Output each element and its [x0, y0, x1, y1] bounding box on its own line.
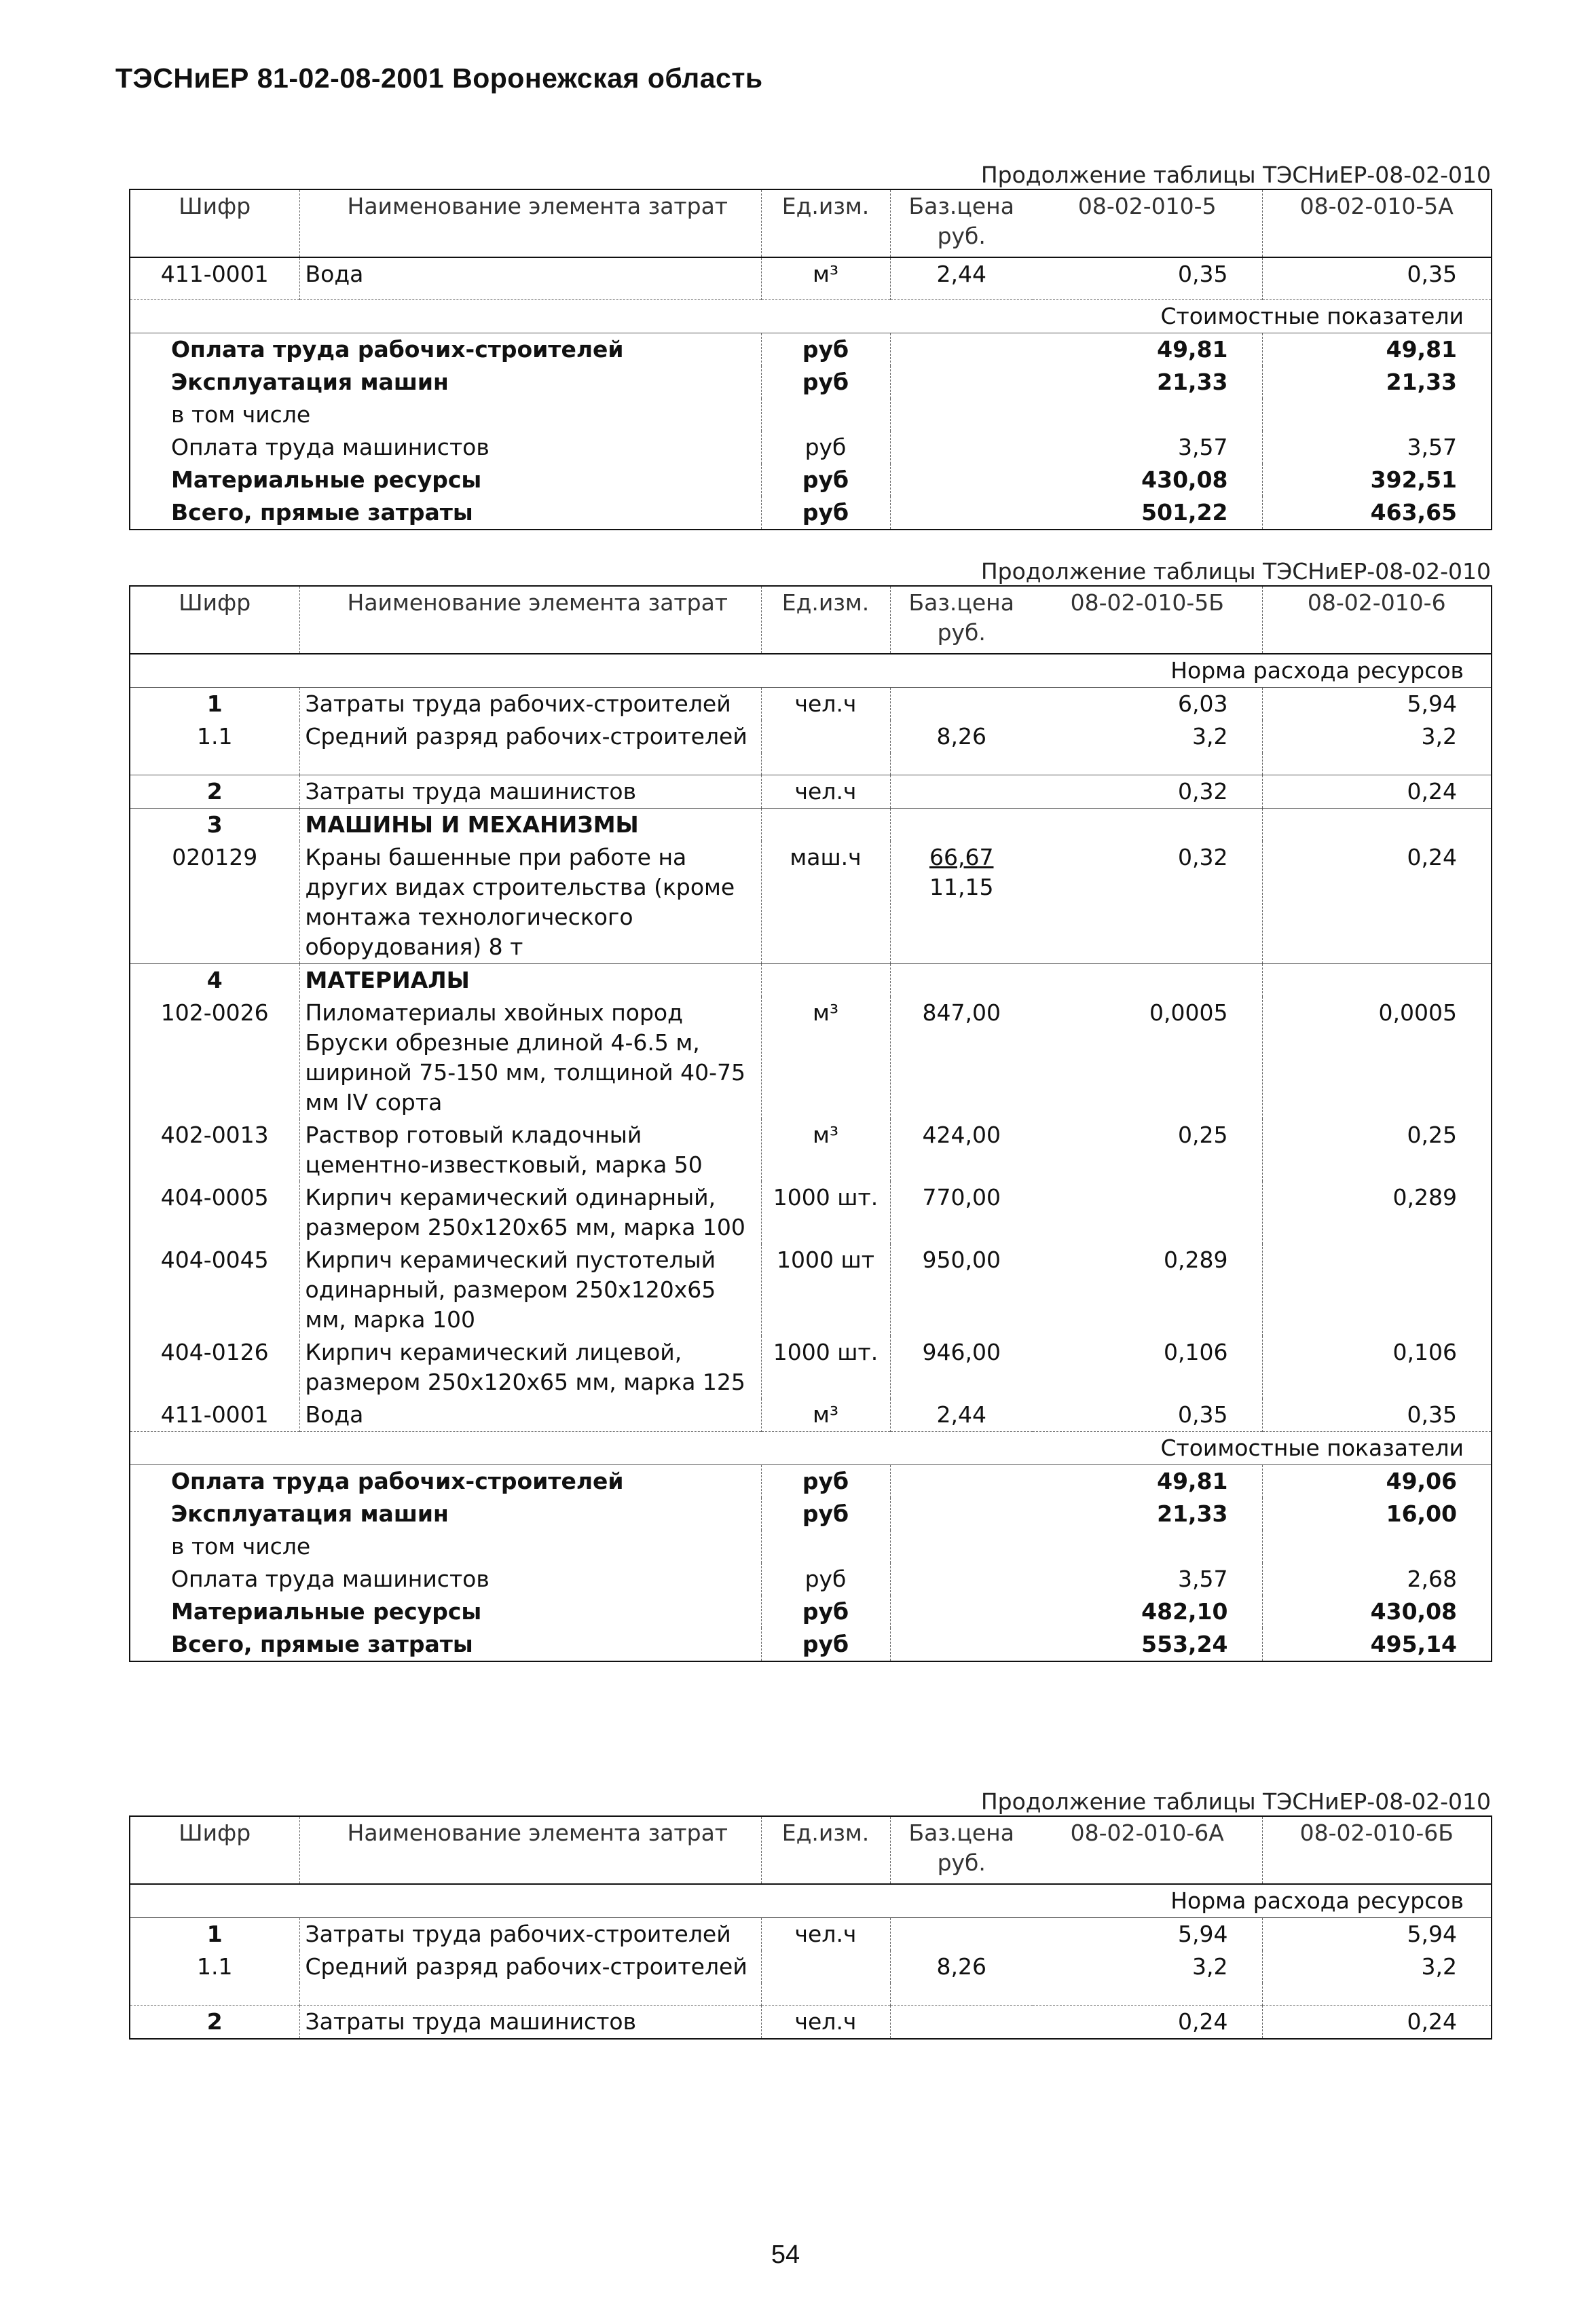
row-value-6: 3,2	[1262, 1951, 1492, 1983]
cost-name: в том числе	[171, 1533, 311, 1560]
header-unit: Ед.изм.	[761, 586, 890, 654]
row-name: Кирпич керамический одинарный, размером 250x120x65 мм, марка 100	[299, 1181, 761, 1244]
section-title: МАШИНЫ И МЕХАНИЗМЫ	[299, 809, 761, 842]
cost-value-6: 49,81	[1262, 333, 1492, 366]
cost-unit: руб	[761, 1628, 890, 1661]
row-value-5	[1033, 1181, 1262, 1244]
row-price: 424,00	[890, 1119, 1033, 1181]
row-value-5: 0,0005	[1149, 999, 1228, 1026]
header-unit: Ед.изм.	[761, 189, 890, 257]
row-value-5: 0,32	[1178, 844, 1228, 870]
row-unit: м³	[761, 997, 890, 1119]
cost-unit: руб	[761, 1596, 890, 1628]
row-value-6	[1262, 1244, 1492, 1336]
row-value-6: 0,289	[1262, 1181, 1492, 1244]
row-value-5: 5,94	[1178, 1921, 1228, 1947]
row-value-6: 0,35	[1262, 1399, 1492, 1432]
cost-row	[130, 496, 1492, 530]
cost-row	[130, 431, 1492, 464]
cost-value-5: 3,57	[1178, 433, 1228, 460]
table-row	[130, 257, 1492, 299]
row-code: 1	[206, 1921, 223, 1947]
cost-value-6: 3,57	[1262, 431, 1492, 464]
row-code: 4	[130, 964, 299, 997]
cost-name: Всего, прямые затраты	[171, 498, 473, 525]
row-unit	[761, 720, 890, 753]
row-price	[890, 841, 1033, 964]
cost-unit: руб	[761, 431, 890, 464]
cost-value-5: 482,10	[1141, 1598, 1228, 1625]
resource-table-3	[129, 1815, 1492, 2040]
header-name: Наименование элемента затрат	[299, 189, 761, 257]
cost-name: Оплата труда рабочих-строителей	[171, 335, 624, 363]
table-row	[130, 1918, 1492, 1951]
row-price	[890, 775, 1033, 809]
row-name: Затраты труда машинистов	[299, 775, 761, 809]
resource-table-1	[129, 189, 1492, 530]
row-price: 8,26	[890, 720, 1033, 753]
header-code: Шифр	[130, 189, 299, 257]
row-name: Средний разряд рабочих-строителей	[299, 1951, 761, 1983]
header-col5: 08-02-010-5	[1033, 189, 1262, 257]
row-unit: чел.ч	[761, 1918, 890, 1951]
row-value-6: 0,24	[1262, 2006, 1492, 2040]
row-value-5: 0,289	[1164, 1247, 1228, 1273]
row-code: 411-0001	[160, 261, 269, 287]
row-value-6: 0,25	[1262, 1119, 1492, 1181]
row-code: 102-0026	[160, 999, 269, 1026]
cost-section-title: Стоимостные показатели	[130, 299, 1492, 333]
table-row	[130, 775, 1492, 809]
cost-name: Материальные ресурсы	[171, 466, 482, 493]
norm-section-title: Норма расхода ресурсов	[130, 1884, 1492, 1918]
cost-row	[130, 464, 1492, 496]
row-code: 1.1	[197, 723, 233, 750]
section-row	[130, 809, 1492, 842]
cost-unit: руб	[761, 1563, 890, 1596]
row-code: 020129	[172, 844, 258, 870]
cost-value-6: 430,08	[1262, 1596, 1492, 1628]
section-title: МАТЕРИАЛЫ	[299, 964, 761, 997]
row-name: Вода	[299, 1399, 761, 1432]
row-name: Затраты труда рабочих-строителей	[299, 688, 761, 721]
row-value-5: 3,2	[1192, 723, 1228, 750]
row-unit: м³	[761, 1119, 890, 1181]
row-name: Затраты труда рабочих-строителей	[299, 1918, 761, 1951]
cost-value-6: 49,06	[1262, 1465, 1492, 1498]
table-row	[130, 1336, 1492, 1399]
row-value-6: 0,24	[1262, 841, 1492, 964]
table-row	[130, 688, 1492, 721]
table-row	[130, 997, 1492, 1119]
norm-section-title: Норма расхода ресурсов	[130, 654, 1492, 688]
row-code: 402-0013	[160, 1122, 269, 1148]
row-name: Средний разряд рабочих-строителей	[299, 720, 761, 753]
cost-value-5: 501,22	[1141, 498, 1228, 525]
cost-value-6: 2,68	[1262, 1563, 1492, 1596]
cost-row	[130, 1563, 1492, 1596]
row-value-6: 5,94	[1262, 1918, 1492, 1951]
row-unit: м³	[761, 1399, 890, 1432]
row-value-5: 6,03	[1178, 690, 1228, 717]
cost-unit: руб	[761, 366, 890, 399]
cost-unit: руб	[761, 1498, 890, 1530]
cost-value-5: 49,81	[1157, 1468, 1228, 1494]
row-name: Раствор готовый кладочный цементно-известковый, марка 50	[299, 1119, 761, 1181]
cost-unit: руб	[761, 496, 890, 530]
cost-value-6: 21,33	[1262, 366, 1492, 399]
cost-row	[130, 1596, 1492, 1628]
row-price: 2,44	[890, 257, 1033, 299]
section-row	[130, 964, 1492, 997]
row-unit: 1000 шт.	[761, 1181, 890, 1244]
row-unit: маш.ч	[761, 841, 890, 964]
row-unit: м³	[761, 257, 890, 299]
row-price: 770,00	[890, 1181, 1033, 1244]
price-value-2: 11,15	[929, 874, 994, 900]
header-col6: 08-02-010-5А	[1262, 189, 1492, 257]
row-value-5: 0,32	[1033, 775, 1262, 809]
cost-name: Оплата труда машинистов	[171, 433, 489, 460]
row-name: Затраты труда машинистов	[299, 2006, 761, 2040]
row-code: 3	[130, 809, 299, 842]
cost-unit: руб	[761, 1465, 890, 1498]
row-code: 1	[206, 690, 223, 717]
cost-value-6: 16,00	[1262, 1498, 1492, 1530]
header-price: Баз.цена руб.	[890, 1816, 1033, 1884]
price-value: 66,67	[929, 844, 994, 870]
header-unit: Ед.изм.	[761, 1816, 890, 1884]
table-row	[130, 1119, 1492, 1181]
header-col6: 08-02-010-6	[1262, 586, 1492, 654]
row-code: 404-0005	[160, 1184, 269, 1211]
row-value-6: 3,2	[1262, 720, 1492, 753]
page-number: 54	[771, 2240, 800, 2269]
header-col6: 08-02-010-6Б	[1262, 1816, 1492, 1884]
table-row	[130, 841, 1492, 964]
cost-name: Всего, прямые затраты	[171, 1631, 473, 1657]
cost-row	[130, 366, 1492, 399]
table-caption: Продолжение таблицы ТЭСНиЕР-08-02-010	[980, 1788, 1491, 1815]
cost-row	[130, 1498, 1492, 1530]
table-caption: Продолжение таблицы ТЭСНиЕР-08-02-010	[980, 558, 1491, 585]
cost-value-5: 21,33	[1157, 1500, 1228, 1527]
table-row	[130, 1951, 1492, 1983]
row-code: 1.1	[197, 1953, 233, 1980]
table-row	[130, 720, 1492, 753]
cost-value-6: 495,14	[1262, 1628, 1492, 1661]
cost-value-6: 463,65	[1262, 496, 1492, 530]
row-price	[890, 2006, 1033, 2040]
row-value-6: 0,24	[1262, 775, 1492, 809]
page-header: ТЭСНиЕР 81-02-08-2001 Воронежская область	[115, 62, 763, 94]
row-value-5: 0,24	[1033, 2006, 1262, 2040]
cost-row	[130, 1628, 1492, 1661]
cost-value-5: 553,24	[1141, 1631, 1228, 1657]
row-value-6: 0,106	[1262, 1336, 1492, 1399]
row-value-6: 0,0005	[1262, 997, 1492, 1119]
cost-section-title: Стоимостные показатели	[130, 1432, 1492, 1465]
cost-name: в том числе	[171, 401, 311, 428]
cost-name: Эксплуатация машин	[171, 368, 449, 395]
cost-name: Оплата труда рабочих-строителей	[171, 1468, 624, 1494]
cost-row	[130, 1530, 1492, 1563]
table-row	[130, 1244, 1492, 1336]
row-unit: чел.ч	[761, 2006, 890, 2040]
row-price: 847,00	[890, 997, 1033, 1119]
table-row	[130, 1181, 1492, 1244]
row-value-5: 0,35	[1178, 261, 1228, 287]
header-code: Шифр	[130, 586, 299, 654]
cost-row	[130, 399, 1492, 431]
header-price: Баз.цена руб.	[890, 189, 1033, 257]
table-caption: Продолжение таблицы ТЭСНиЕР-08-02-010	[980, 162, 1491, 188]
row-name: Кирпич керамический пустотелый одинарный, размером 250x120x65 мм, марка 100	[299, 1244, 761, 1336]
cost-unit: руб	[761, 464, 890, 496]
table-row	[130, 1399, 1492, 1432]
row-value-5: 0,35	[1178, 1401, 1228, 1428]
header-col5: 08-02-010-6А	[1033, 1816, 1262, 1884]
cost-name: Оплата труда машинистов	[171, 1566, 489, 1592]
row-price: 946,00	[890, 1336, 1033, 1399]
row-value-5: 0,106	[1164, 1339, 1228, 1365]
header-col5: 08-02-010-5Б	[1033, 586, 1262, 654]
row-unit: чел.ч	[761, 775, 890, 809]
cost-row	[130, 1465, 1492, 1498]
row-code: 404-0126	[160, 1339, 269, 1365]
cost-value-5: 430,08	[1141, 466, 1228, 493]
header-name: Наименование элемента затрат	[299, 586, 761, 654]
cost-value-5: 49,81	[1157, 335, 1228, 363]
header-name: Наименование элемента затрат	[299, 1816, 761, 1884]
row-name: Кирпич керамический лицевой, размером 250x120x65 мм, марка 125	[299, 1336, 761, 1399]
row-price: 8,26	[890, 1951, 1033, 1983]
row-code: 411-0001	[160, 1401, 269, 1428]
row-unit: чел.ч	[761, 688, 890, 721]
header-price: Баз.цена руб.	[890, 586, 1033, 654]
cost-value-5: 21,33	[1157, 368, 1228, 395]
row-price	[890, 688, 1033, 721]
row-name: Вода	[299, 257, 761, 299]
cost-unit: руб	[761, 333, 890, 366]
cost-value-5: 3,57	[1178, 1566, 1228, 1592]
cost-name: Эксплуатация машин	[171, 1500, 449, 1527]
row-unit: 1000 шт.	[761, 1336, 890, 1399]
row-unit: 1000 шт	[761, 1244, 890, 1336]
row-price: 950,00	[890, 1244, 1033, 1336]
row-price	[890, 1918, 1033, 1951]
table-row	[130, 2006, 1492, 2040]
row-unit	[761, 1951, 890, 1983]
row-code: 2	[130, 775, 299, 809]
header-code: Шифр	[130, 1816, 299, 1884]
row-value-5: 3,2	[1192, 1953, 1228, 1980]
row-code: 404-0045	[160, 1247, 269, 1273]
row-code: 2	[130, 2006, 299, 2040]
resource-table-2	[129, 585, 1492, 1662]
row-name: Краны башенные при работе на других видах строительства (кроме монтажа технологического оборудования) 8 т	[299, 841, 761, 964]
row-value-5: 0,25	[1178, 1122, 1228, 1148]
cost-value-6: 392,51	[1262, 464, 1492, 496]
row-price: 2,44	[890, 1399, 1033, 1432]
row-value-6: 5,94	[1262, 688, 1492, 721]
cost-row	[130, 333, 1492, 366]
cost-name: Материальные ресурсы	[171, 1598, 482, 1625]
row-name: Пиломатериалы хвойных пород Бруски обрезные длиной 4-6.5 м, шириной 75-150 мм, толщиной 40-75 мм IV сорта	[299, 997, 761, 1119]
row-value-6: 0,35	[1262, 257, 1492, 299]
